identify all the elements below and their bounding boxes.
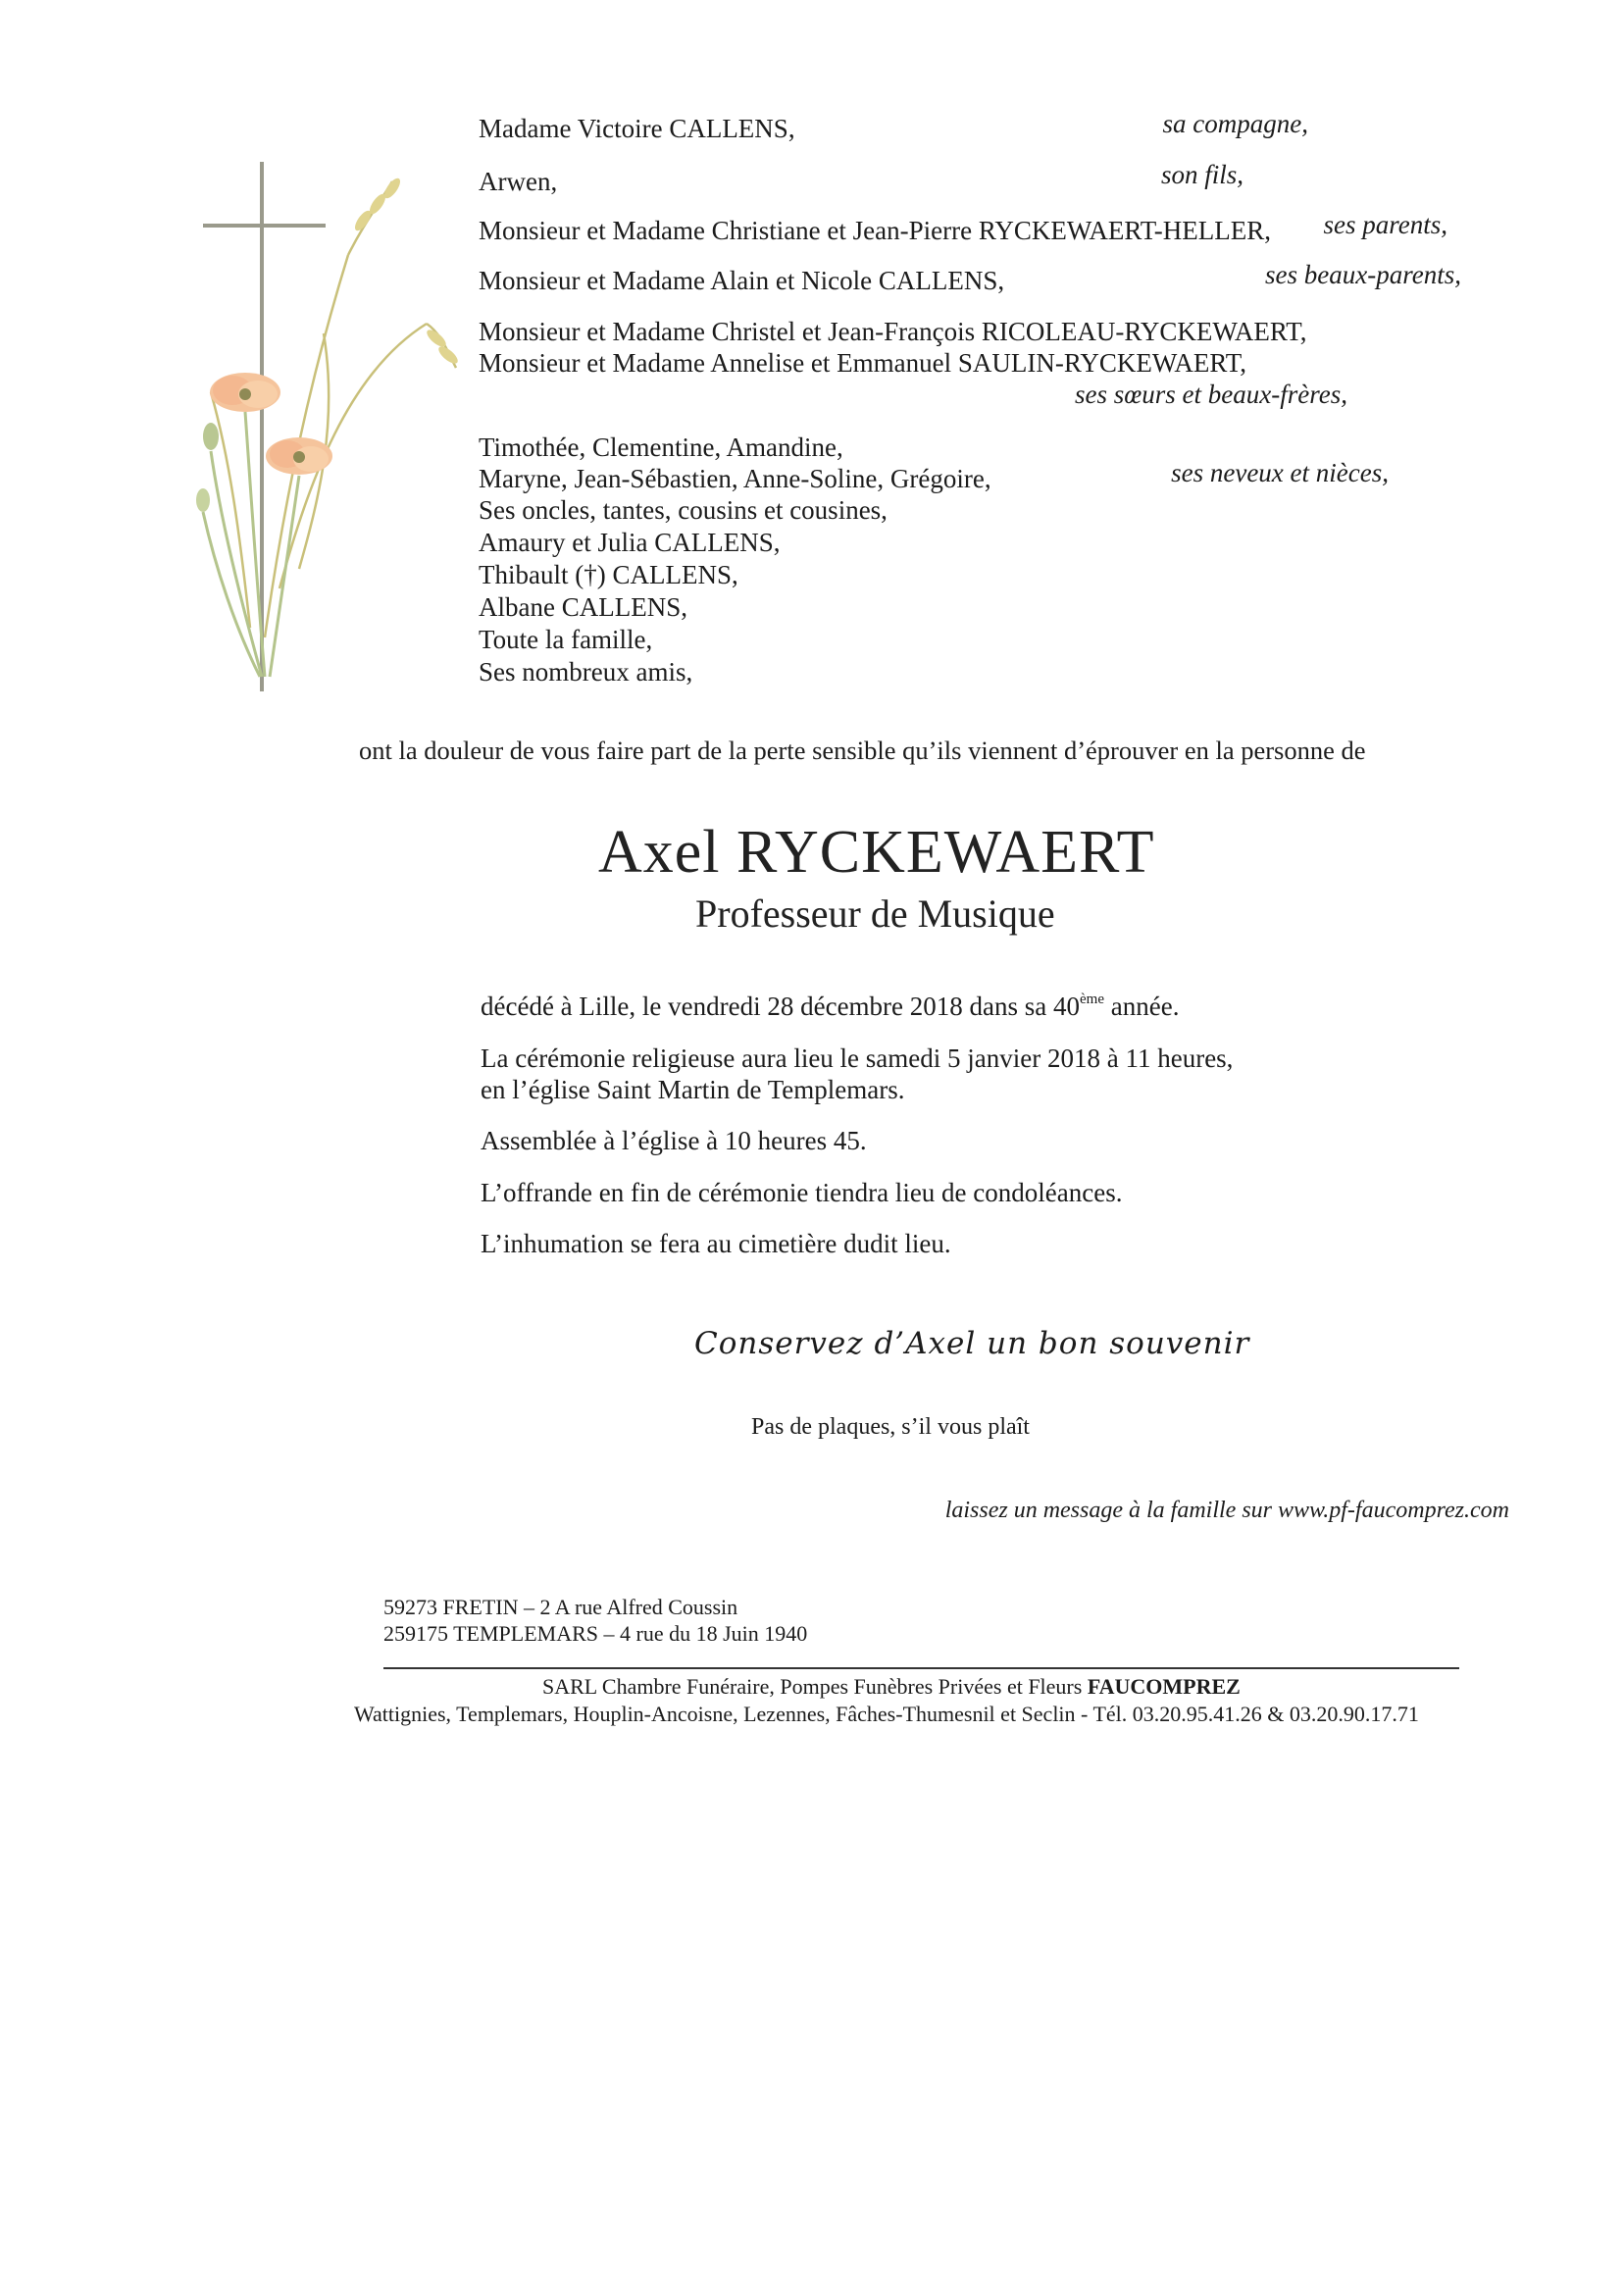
company-line: SARL Chambre Funéraire, Pompes Funèbres Privées et Fleurs FAUCOMPREZ <box>542 1674 1241 1699</box>
family-name-5: Monsieur et Madame Christel et Jean-François RICOLEAU-RYCKEWAERT, <box>479 317 1307 346</box>
assembly-line: Assemblée à l’église à 10 heures 45. <box>481 1126 867 1155</box>
nephews-relation: ses neveux et nièces, <box>1171 458 1389 487</box>
family-relation-3: ses parents, <box>1323 210 1447 239</box>
others-line-2: Amaury et Julia CALLENS, <box>479 528 781 557</box>
others-line-3: Thibault (†) CALLENS, <box>479 560 738 589</box>
family-relation-6: ses sœurs et beaux-frères, <box>1075 380 1347 409</box>
family-name-4: Monsieur et Madame Alain et Nicole CALLENS, <box>479 266 1005 295</box>
nephews-line-2: Maryne, Jean-Sébastien, Anne-Soline, Grégoire, <box>479 464 991 493</box>
no-plaques-note: Pas de plaques, s’il vous plaît <box>751 1414 1030 1440</box>
deceased-name: Axel RYCKEWAERT <box>598 819 1155 886</box>
cross-flowers-illustration <box>191 127 466 696</box>
remembrance-script: Conservez d’Axel un bon souvenir <box>694 1326 1250 1361</box>
family-name-2: Arwen, <box>479 167 558 196</box>
online-message-note: laissez un message à la famille sur www.pf-faucomprez.com <box>944 1498 1509 1523</box>
ceremony-line-1: La cérémonie religieuse aura lieu le samedi 5 janvier 2018 à 11 heures, <box>481 1044 1234 1073</box>
address-line-2: 259175 TEMPLEMARS – 4 rue du 18 Juin 1940 <box>383 1621 808 1646</box>
family-relation-2: son fils, <box>1160 160 1243 189</box>
family-relation-4: ses beaux-parents, <box>1265 260 1461 289</box>
offering-line: L’offrande en fin de cérémonie tiendra lieu de condoléances. <box>481 1178 1123 1207</box>
family-name-6: Monsieur et Madame Annelise et Emmanuel SAULIN-RYCKEWAERT, <box>479 348 1246 378</box>
death-details: décédé à Lille, le vendredi 28 décembre 2018 dans sa 40ème année. <box>481 992 1180 1021</box>
footer-divider <box>383 1667 1459 1669</box>
ceremony-line-2: en l’église Saint Martin de Templemars. <box>481 1075 905 1104</box>
family-name-3: Monsieur et Madame Christiane et Jean-Pierre RYCKEWAERT-HELLER, <box>479 216 1271 245</box>
deceased-profession: Professeur de Musique <box>695 891 1055 936</box>
family-relation-1: sa compagne, <box>1162 109 1308 138</box>
address-line-1: 59273 FRETIN – 2 A rue Alfred Coussin <box>383 1595 738 1619</box>
announcement-text: ont la douleur de vous faire part de la perte sensible qu’ils viennent d’éprouver en la personne de <box>359 736 1366 765</box>
company-locations: Wattignies, Templemars, Houplin-Ancoisne, Lezennes, Fâches-Thumesnil et Seclin - Tél. 03.20.95.41.26 & 03.20.90.17.71 <box>354 1702 1419 1726</box>
others-line-5: Toute la famille, <box>479 625 653 654</box>
others-line-1: Ses oncles, tantes, cousins et cousines, <box>479 495 888 525</box>
family-name-1: Madame Victoire CALLENS, <box>479 114 795 143</box>
burial-line: L’inhumation se fera au cimetière dudit lieu. <box>481 1229 951 1258</box>
nephews-line-1: Timothée, Clementine, Amandine, <box>479 433 843 462</box>
cross-icon <box>203 162 326 691</box>
others-line-6: Ses nombreux amis, <box>479 657 693 687</box>
others-line-4: Albane CALLENS, <box>479 592 687 622</box>
